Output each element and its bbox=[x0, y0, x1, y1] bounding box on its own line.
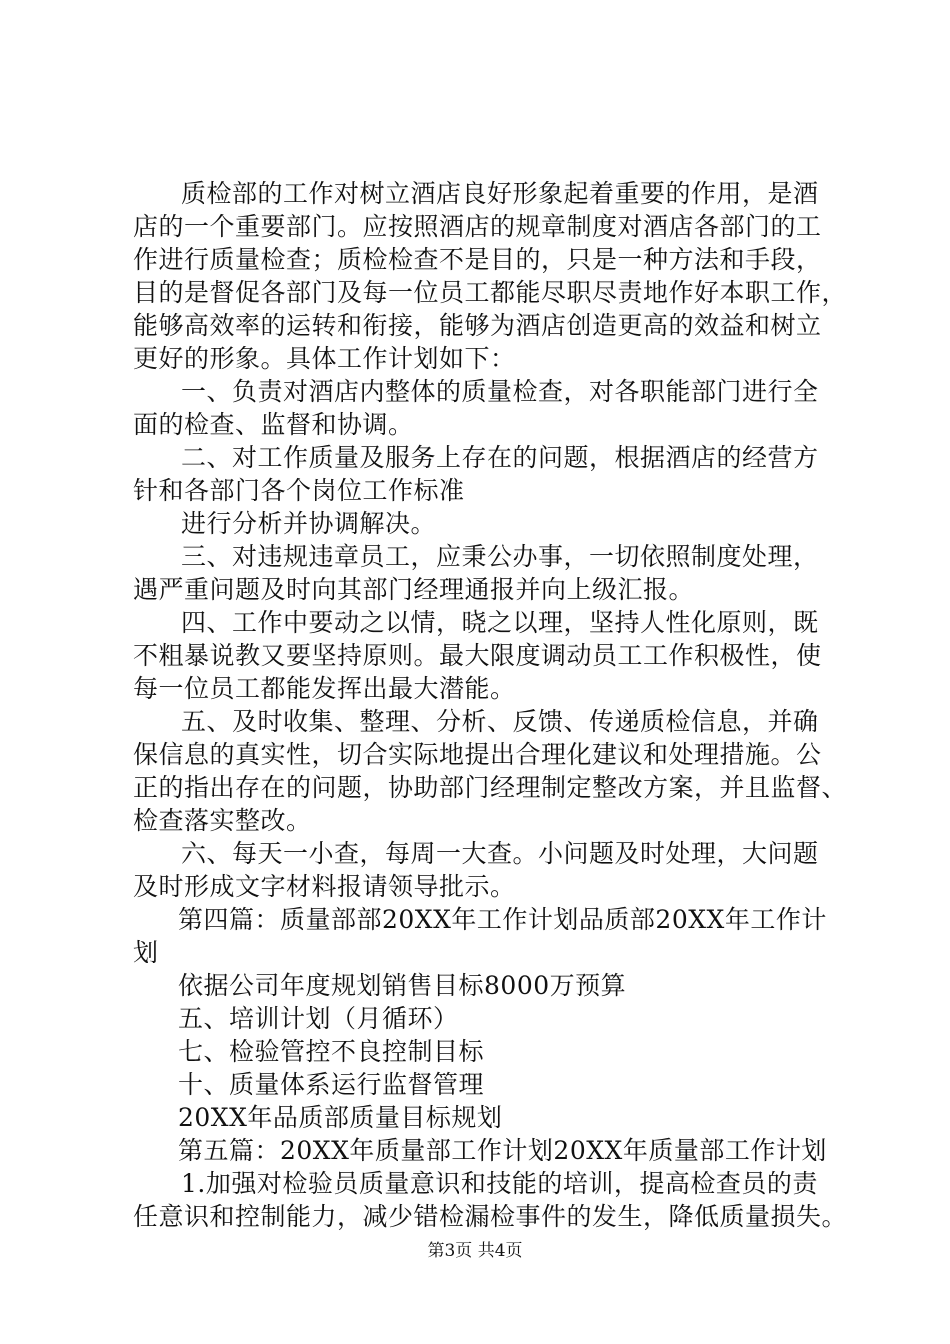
text-line: 及时形成文字材料报请领导批示。 bbox=[133, 872, 516, 901]
text-line: 正的指出存在的问题，协助部门经理制定整改方案，并且监督、 bbox=[133, 773, 848, 802]
text-line: 依据公司年度规划销售目标8000万预算 bbox=[178, 971, 627, 1000]
text-line: 三、对违规违章员工，应秉公办事，一切依照制度处理， bbox=[181, 542, 819, 571]
text-line: 七、检验管控不良控制目标 bbox=[178, 1037, 485, 1066]
text-line: 针和各部门各个岗位工作标准 bbox=[133, 476, 465, 505]
text-line: 十、质量体系运行监督管理 bbox=[178, 1070, 485, 1099]
text-line: 面的检查、监督和协调。 bbox=[133, 410, 414, 439]
section-heading: 第四篇：质量部部20XX年工作计划品质部20XX年工作计 bbox=[178, 905, 827, 934]
text-line: 作进行质量检查；质检检查不是目的，只是一种方法和手段， bbox=[133, 245, 822, 274]
text-line: 遇严重问题及时向其部门经理通报并向上级汇报。 bbox=[133, 575, 695, 604]
text-line: 一、负责对酒店内整体的质量检查，对各职能部门进行全 bbox=[181, 377, 819, 406]
text-line: 不粗暴说教又要坚持原则。最大限度调动员工工作积极性，使 bbox=[133, 641, 822, 670]
text-line: 更好的形象。具体工作计划如下： bbox=[133, 344, 516, 373]
text-line: 五、培训计划（月循环） bbox=[178, 1004, 459, 1033]
text-line: 1.加强对检验员质量意识和技能的培训，提高检查员的责 bbox=[181, 1169, 818, 1198]
text-line: 四、工作中要动之以情，晓之以理，坚持人性化原则，既 bbox=[181, 608, 819, 637]
text-line: 进行分析并协调解决。 bbox=[181, 509, 437, 538]
text-line: 保信息的真实性，切合实际地提出合理化建议和处理措施。公 bbox=[133, 740, 822, 769]
text-line: 划 bbox=[133, 938, 159, 967]
text-line: 任意识和控制能力，减少错检漏检事件的发生，降低质量损失。 bbox=[133, 1202, 848, 1231]
text-line: 二、对工作质量及服务上存在的问题，根据酒店的经营方 bbox=[181, 443, 819, 472]
page-number-footer: 第3页 共4页 bbox=[427, 1241, 523, 1261]
text-line: 能够高效率的运转和衔接，能够为酒店创造更高的效益和树立 bbox=[133, 311, 822, 340]
text-line: 每一位员工都能发挥出最大潜能。 bbox=[133, 674, 516, 703]
text-line: 20XX年品质部质量目标规划 bbox=[178, 1103, 503, 1132]
text-line: 质检部的工作对树立酒店良好形象起着重要的作用，是酒 bbox=[181, 179, 819, 208]
text-line: 店的一个重要部门。应按照酒店的规章制度对酒店各部门的工 bbox=[133, 212, 822, 241]
text-line: 检查落实整改。 bbox=[133, 806, 312, 835]
text-line: 五、及时收集、整理、分析、反馈、传递质检信息，并确 bbox=[181, 707, 819, 736]
text-line: 目的是督促各部门及每一位员工都能尽职尽责地作好本职工作， bbox=[133, 278, 848, 307]
section-heading: 第五篇：20XX年质量部工作计划20XX年质量部工作计划 bbox=[178, 1136, 827, 1165]
text-line: 六、每天一小查，每周一大查。小问题及时处理，大问题 bbox=[181, 839, 819, 868]
